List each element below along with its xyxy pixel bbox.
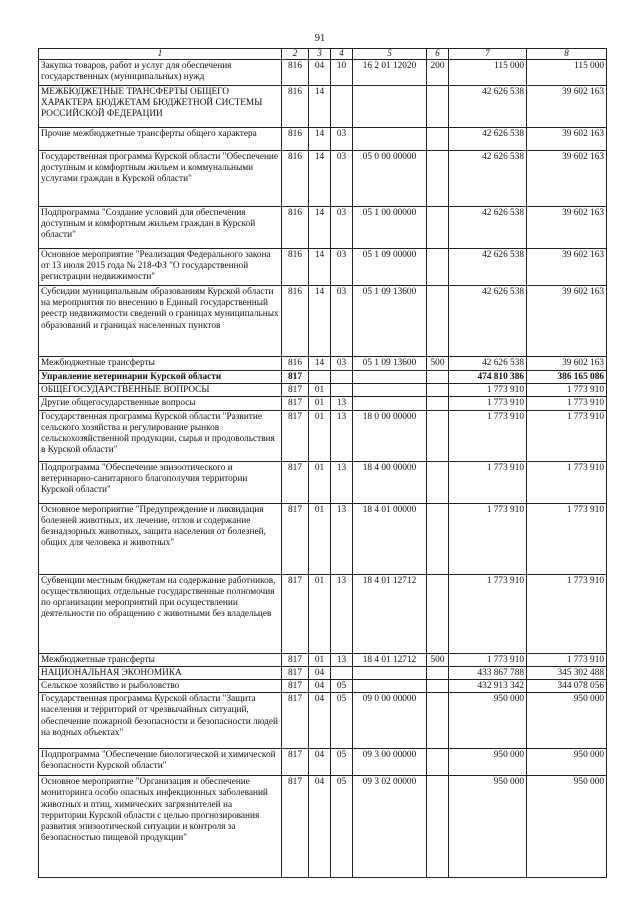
expense-type-code: [427, 151, 449, 207]
amount-year-1: 42 626 538: [449, 86, 527, 128]
amount-year-1: 42 626 538: [449, 357, 527, 371]
amount-year-1: 950 000: [449, 776, 527, 878]
expense-type-code: 500: [427, 653, 449, 666]
amount-year-2: 1 773 910: [527, 384, 607, 397]
ministry-code: 817: [282, 384, 309, 397]
subsection-code: 03: [331, 357, 353, 371]
subsection-code: 05: [331, 693, 353, 749]
table-row: [39, 384, 607, 397]
row-name: Основное мероприятие "Организация и обеспечение мониторинга особо опасных инфекционных заболеваний животных и птиц, химических загрязнителей на территории Курской области с целью прогнозирования развития эпизоотической ситуации и контроля за безопасностью пищевой продукции": [39, 776, 282, 878]
amount-year-2: 115 000: [527, 60, 607, 86]
table-row: [39, 357, 607, 371]
subsection-code: 05: [331, 680, 353, 693]
amount-year-2: 950 000: [527, 749, 607, 776]
target-article-code: 09 3 00 00000: [353, 749, 427, 776]
amount-year-1: 42 626 538: [449, 286, 527, 357]
target-article-code: [353, 128, 427, 151]
table-row: [39, 128, 607, 151]
section-code: 04: [309, 776, 331, 878]
subsection-code: 05: [331, 776, 353, 878]
subsection-code: 13: [331, 410, 353, 461]
expense-type-code: [427, 86, 449, 128]
subsection-code: 13: [331, 503, 353, 574]
expense-type-code: [427, 461, 449, 503]
expense-type-code: [427, 749, 449, 776]
page-number: 91: [314, 33, 326, 44]
column-number: 5: [353, 49, 427, 60]
row-name: Государственная программа Курской области "Развитие сельского хозяйства и регулирование рынков сельскохозяйственной продукции, сырья и продовольствия в Курской области": [39, 410, 282, 461]
column-number: 2: [282, 49, 309, 60]
row-name: Закупка товаров, работ и услуг для обеспечения государственных (муниципальных) нужд: [39, 60, 282, 86]
amount-year-2: 386 165 086: [527, 371, 607, 384]
target-article-code: 09 3 02 00000: [353, 776, 427, 878]
ministry-code: 816: [282, 60, 309, 86]
section-code: 04: [309, 680, 331, 693]
expense-type-code: [427, 286, 449, 357]
section-code: 14: [309, 128, 331, 151]
column-number: 3: [309, 49, 331, 60]
amount-year-2: 950 000: [527, 693, 607, 749]
expense-type-code: [427, 693, 449, 749]
amount-year-2: 39 602 163: [527, 249, 607, 286]
amount-year-1: 433 867 788: [449, 666, 527, 679]
ministry-code: 817: [282, 749, 309, 776]
row-name: Государственная программа Курской области "Обеспечение доступным и комфортным жильем и коммунальными услугами граждан в Курской области": [39, 151, 282, 207]
ministry-code: 816: [282, 249, 309, 286]
section-code: 04: [309, 60, 331, 86]
ministry-code: 816: [282, 86, 309, 128]
target-article-code: 05 1 09 13600: [353, 286, 427, 357]
row-name: Субсидии муниципальным образованиям Курской области на мероприятия по внесению в Единый государственный реестр недвижимости сведений о границах муниципальных образований и границах населенных пунктов: [39, 286, 282, 357]
amount-year-1: 1 773 910: [449, 461, 527, 503]
ministry-code: 817: [282, 680, 309, 693]
table-row: [39, 680, 607, 693]
subsection-code: 13: [331, 461, 353, 503]
expense-type-code: [427, 249, 449, 286]
subsection-code: 13: [331, 397, 353, 410]
section-code: [309, 371, 331, 384]
section-code: 01: [309, 384, 331, 397]
row-name: Управление ветеринарии Курской области: [39, 371, 282, 384]
section-code: 04: [309, 666, 331, 679]
amount-year-2: 1 773 910: [527, 503, 607, 574]
subsection-code: 03: [331, 286, 353, 357]
amount-year-1: 1 773 910: [449, 397, 527, 410]
row-name: Основное мероприятие "Предупреждение и ликвидация болезней животных, их лечение, отлов и содержание безнадзорных животных, защита населения от болезней, общих для человека и животных": [39, 503, 282, 574]
ministry-code: 817: [282, 693, 309, 749]
target-article-code: [353, 666, 427, 679]
ministry-code: 817: [282, 653, 309, 666]
expense-type-code: [427, 371, 449, 384]
section-code: 14: [309, 86, 331, 128]
amount-year-1: 950 000: [449, 693, 527, 749]
ministry-code: 816: [282, 286, 309, 357]
table-row: [39, 666, 607, 679]
section-code: 14: [309, 286, 331, 357]
subsection-code: 03: [331, 207, 353, 249]
expense-type-code: [427, 574, 449, 653]
expense-type-code: [427, 410, 449, 461]
target-article-code: 09 0 00 00000: [353, 693, 427, 749]
amount-year-1: 474 810 386: [449, 371, 527, 384]
amount-year-2: 39 602 163: [527, 207, 607, 249]
row-name: Субвенции местным бюджетам на содержание работников, осуществляющих отдельные государственные полномочия по организации мероприятий при осуществлении деятельности по обращению с животными без владельцев: [39, 574, 282, 653]
amount-year-2: 39 602 163: [527, 286, 607, 357]
expense-type-code: [427, 776, 449, 878]
amount-year-2: 1 773 910: [527, 410, 607, 461]
expense-type-code: [427, 397, 449, 410]
budget-table: [38, 48, 607, 878]
row-name: Подпрограмма "Обеспечение эпизоотического и ветеринарно-санитарного благополучия территории Курской области": [39, 461, 282, 503]
amount-year-2: 345 302 488: [527, 666, 607, 679]
table-row: [39, 86, 607, 128]
subsection-code: [331, 86, 353, 128]
row-name: Межбюджетные трансферты: [39, 357, 282, 371]
amount-year-2: 1 773 910: [527, 461, 607, 503]
ministry-code: 817: [282, 410, 309, 461]
table-row: [39, 410, 607, 461]
row-name: Другие общегосударственные вопросы: [39, 397, 282, 410]
amount-year-2: 39 602 163: [527, 128, 607, 151]
ministry-code: 816: [282, 128, 309, 151]
ministry-code: 817: [282, 574, 309, 653]
row-name: Межбюджетные трансферты: [39, 653, 282, 666]
subsection-code: [331, 384, 353, 397]
expense-type-code: 500: [427, 357, 449, 371]
table-row: [39, 249, 607, 286]
expense-type-code: [427, 384, 449, 397]
expense-type-code: 200: [427, 60, 449, 86]
subsection-code: 03: [331, 151, 353, 207]
target-article-code: [353, 86, 427, 128]
target-article-code: 18 4 01 00000: [353, 503, 427, 574]
row-name: Подпрограмма "Обеспечение биологической и химической безопасности Курской области": [39, 749, 282, 776]
column-number: 7: [449, 49, 527, 60]
subsection-code: 03: [331, 128, 353, 151]
section-code: 01: [309, 397, 331, 410]
amount-year-1: 1 773 910: [449, 384, 527, 397]
column-number: 4: [331, 49, 353, 60]
ministry-code: 816: [282, 151, 309, 207]
target-article-code: [353, 371, 427, 384]
row-name: Прочие межбюджетные трансферты общего характера: [39, 128, 282, 151]
column-number: 6: [427, 49, 449, 60]
amount-year-1: 1 773 910: [449, 410, 527, 461]
amount-year-1: 1 773 910: [449, 653, 527, 666]
subsection-code: 03: [331, 249, 353, 286]
table-row: [39, 503, 607, 574]
subsection-code: 05: [331, 749, 353, 776]
target-article-code: 18 4 00 00000: [353, 461, 427, 503]
section-code: 14: [309, 151, 331, 207]
subsection-code: [331, 371, 353, 384]
row-name: Основное мероприятие "Реализация Федерального закона от 13 июля 2015 года № 218-ФЗ "О государственной регистрации недвижимости": [39, 249, 282, 286]
target-article-code: 05 1 09 00000: [353, 249, 427, 286]
amount-year-1: 115 000: [449, 60, 527, 86]
expense-type-code: [427, 666, 449, 679]
ministry-code: 816: [282, 357, 309, 371]
amount-year-1: 1 773 910: [449, 574, 527, 653]
amount-year-2: 344 078 056: [527, 680, 607, 693]
table-row: [39, 397, 607, 410]
row-name: МЕЖБЮДЖЕТНЫЕ ТРАНСФЕРТЫ ОБЩЕГО ХАРАКТЕРА БЮДЖЕТАМ БЮДЖЕТНОЙ СИСТЕМЫ РОССИЙСКОЙ ФЕДЕРАЦИИ: [39, 86, 282, 128]
subsection-code: 10: [331, 60, 353, 86]
column-number: 8: [527, 49, 607, 60]
table-row: [39, 574, 607, 653]
section-code: 04: [309, 749, 331, 776]
amount-year-1: 42 626 538: [449, 128, 527, 151]
ministry-code: 817: [282, 461, 309, 503]
amount-year-1: 950 000: [449, 749, 527, 776]
subsection-code: 13: [331, 574, 353, 653]
column-number: 1: [39, 49, 282, 60]
expense-type-code: [427, 128, 449, 151]
subsection-code: 13: [331, 653, 353, 666]
table-row: [39, 60, 607, 86]
target-article-code: 05 1 09 13600: [353, 357, 427, 371]
row-name: НАЦИОНАЛЬНАЯ ЭКОНОМИКА: [39, 666, 282, 679]
amount-year-2: 1 773 910: [527, 397, 607, 410]
table-row: [39, 286, 607, 357]
section-code: 01: [309, 503, 331, 574]
amount-year-2: 1 773 910: [527, 574, 607, 653]
table-row: [39, 693, 607, 749]
row-name: Государственная программа Курской области "Защита населения и территорий от чрезвычайных ситуаций, обеспечение пожарной безопасности и безопасности людей на водных объектах": [39, 693, 282, 749]
ministry-code: 816: [282, 207, 309, 249]
target-article-code: [353, 384, 427, 397]
subsection-code: [331, 666, 353, 679]
table-row: [39, 151, 607, 207]
amount-year-2: 39 602 163: [527, 357, 607, 371]
table-header-row: [39, 49, 607, 60]
amount-year-1: 1 773 910: [449, 503, 527, 574]
target-article-code: 18 4 01 12712: [353, 574, 427, 653]
target-article-code: 16 2 01 12020: [353, 60, 427, 86]
target-article-code: 05 0 00 00000: [353, 151, 427, 207]
ministry-code: 817: [282, 666, 309, 679]
section-code: 14: [309, 249, 331, 286]
table-row: [39, 461, 607, 503]
table-row: [39, 776, 607, 878]
amount-year-1: 42 626 538: [449, 151, 527, 207]
expense-type-code: [427, 503, 449, 574]
section-code: 14: [309, 357, 331, 371]
expense-type-code: [427, 207, 449, 249]
target-article-code: [353, 680, 427, 693]
row-name: Сельское хозяйство и рыболовство: [39, 680, 282, 693]
ministry-code: 817: [282, 776, 309, 878]
section-code: 01: [309, 574, 331, 653]
ministry-code: 817: [282, 371, 309, 384]
target-article-code: [353, 397, 427, 410]
section-code: 01: [309, 410, 331, 461]
ministry-code: 817: [282, 397, 309, 410]
section-code: 01: [309, 461, 331, 503]
table-row: [39, 653, 607, 666]
table-row: [39, 207, 607, 249]
target-article-code: 18 0 00 00000: [353, 410, 427, 461]
target-article-code: 18 4 01 12712: [353, 653, 427, 666]
amount-year-2: 39 602 163: [527, 151, 607, 207]
expense-type-code: [427, 680, 449, 693]
table-row: [39, 749, 607, 776]
ministry-code: 817: [282, 503, 309, 574]
amount-year-2: 1 773 910: [527, 653, 607, 666]
section-code: 04: [309, 693, 331, 749]
table-row: [39, 371, 607, 384]
section-code: 01: [309, 653, 331, 666]
section-code: 14: [309, 207, 331, 249]
row-name: Подпрограмма "Создание условий для обеспечения доступным и комфортным жильем граждан в Курской области": [39, 207, 282, 249]
amount-year-2: 950 000: [527, 776, 607, 878]
target-article-code: 05 1 00 00000: [353, 207, 427, 249]
row-name: ОБЩЕГОСУДАРСТВЕННЫЕ ВОПРОСЫ: [39, 384, 282, 397]
amount-year-1: 42 626 538: [449, 207, 527, 249]
amount-year-1: 42 626 538: [449, 249, 527, 286]
amount-year-1: 432 913 342: [449, 680, 527, 693]
amount-year-2: 39 602 163: [527, 86, 607, 128]
